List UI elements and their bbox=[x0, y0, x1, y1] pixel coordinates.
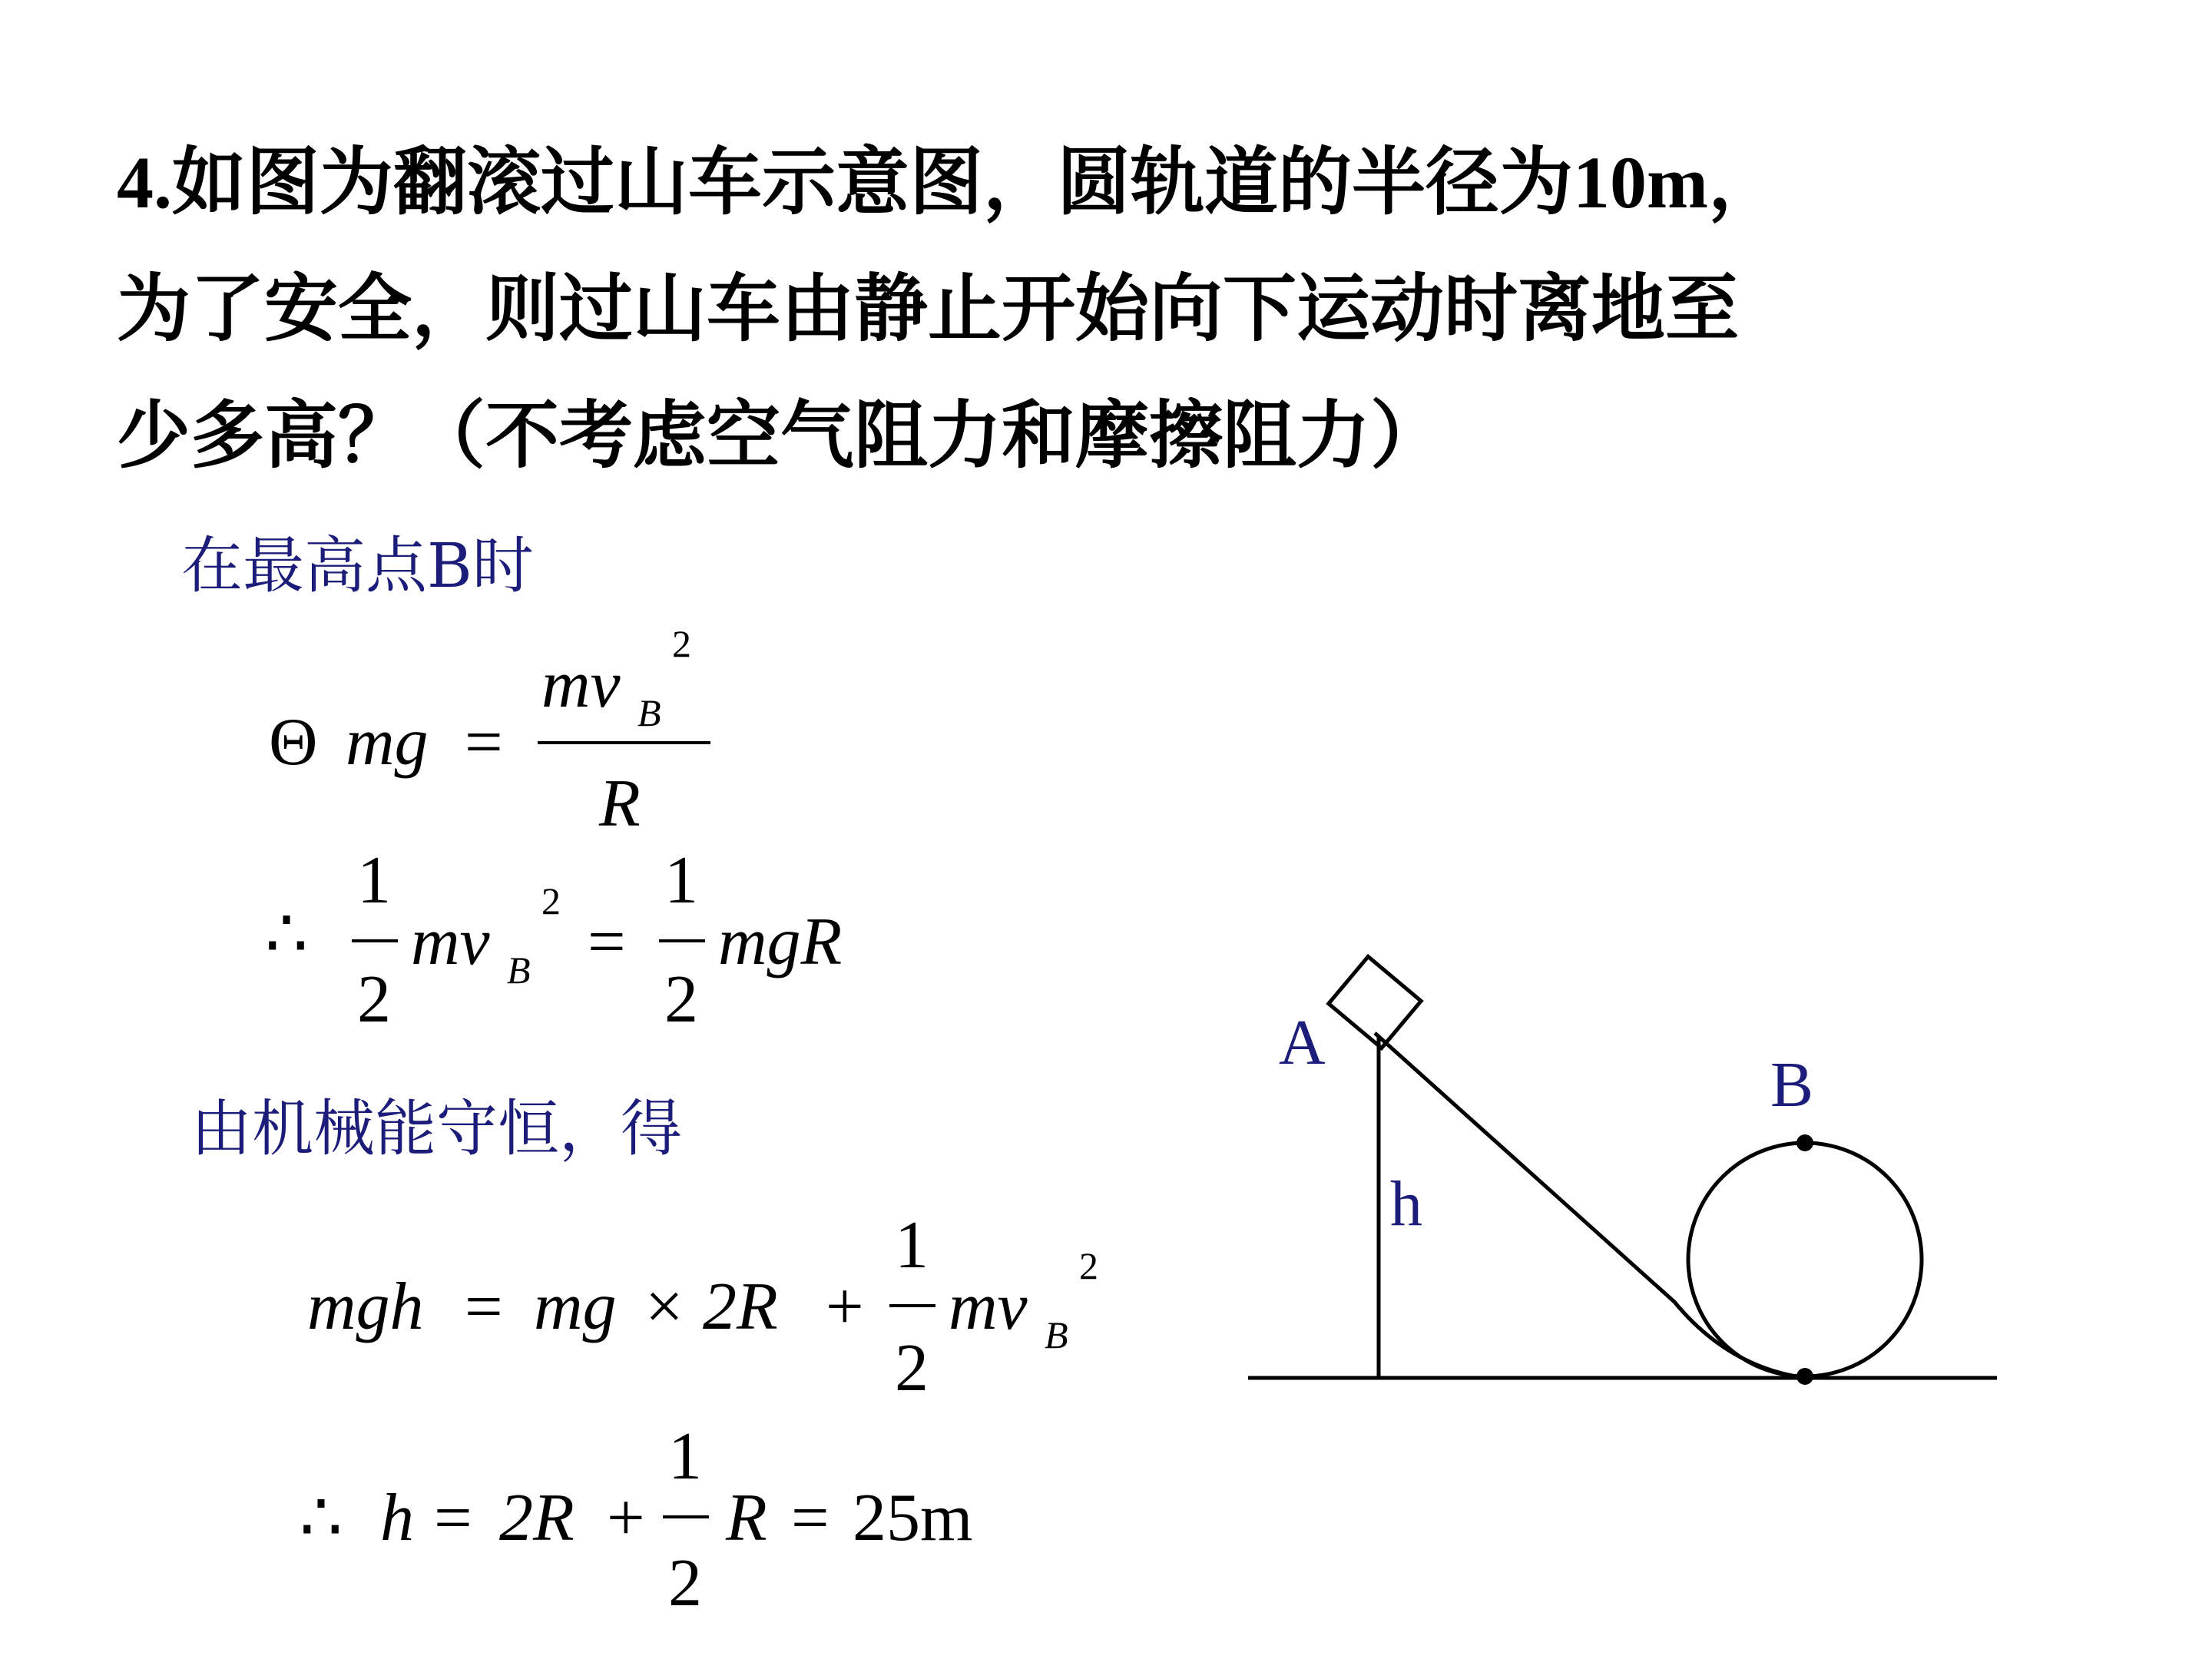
f2-one-a: 1 bbox=[357, 843, 391, 918]
because-symbol: Θ bbox=[269, 705, 318, 780]
problem-line-2: 为了安全，则过山车由静止开始向下运动时离地至 bbox=[117, 266, 1739, 352]
f3-times: × bbox=[645, 1270, 684, 1344]
f1-numerator: mv bbox=[541, 647, 621, 722]
label-a: A bbox=[1279, 1007, 1326, 1078]
problem-line-1 bbox=[117, 119, 2144, 246]
point-b-dot bbox=[1796, 1134, 1813, 1151]
f4-two: 2 bbox=[668, 1546, 702, 1621]
problem-line-1-text: 如图为翻滚过山车示意图，圆轨道的半径为 bbox=[172, 139, 1573, 225]
formula-kinetic bbox=[253, 845, 945, 1045]
note-at-top-b: 在最高点B时 bbox=[181, 530, 534, 601]
f4-result: 25m bbox=[853, 1481, 973, 1555]
label-h: h bbox=[1390, 1168, 1422, 1240]
formula-centripetal bbox=[253, 622, 745, 853]
f2-two-b: 2 bbox=[664, 962, 698, 1037]
f2-equals: = bbox=[588, 905, 626, 979]
f3-subscript: B bbox=[1045, 1313, 1068, 1356]
f4-therefore: ∴ bbox=[300, 1481, 343, 1555]
f3-mv: mv bbox=[949, 1270, 1028, 1344]
ramp-track bbox=[1375, 1033, 1805, 1378]
f3-superscript: 2 bbox=[1079, 1244, 1098, 1287]
f3-one: 1 bbox=[895, 1208, 929, 1283]
loop-track bbox=[1688, 1143, 1922, 1376]
f3-two: 2 bbox=[895, 1331, 929, 1406]
label-b: B bbox=[1770, 1049, 1814, 1121]
formula-energy bbox=[303, 1206, 1148, 1421]
f4-plus: + bbox=[607, 1481, 645, 1555]
problem-line-3: 少多高？（不考虑空气阻力和摩擦阻力） bbox=[117, 392, 1444, 478]
bottom-point-dot bbox=[1796, 1368, 1813, 1385]
f3-two-r: 2R bbox=[703, 1270, 778, 1344]
f1-num-superscript: 2 bbox=[672, 622, 691, 665]
f2-superscript: 2 bbox=[541, 879, 561, 922]
f2-one-b: 1 bbox=[664, 843, 698, 918]
f1-num-subscript: B bbox=[637, 691, 661, 734]
f1-lhs: mg bbox=[346, 705, 429, 780]
radius-value: 10m bbox=[1573, 141, 1708, 224]
problem-text bbox=[117, 119, 2144, 499]
f2-rhs: mgR bbox=[718, 905, 843, 979]
roller-coaster-diagram bbox=[1229, 883, 2035, 1436]
f4-one: 1 bbox=[668, 1419, 702, 1494]
f2-mv: mv bbox=[411, 905, 490, 979]
f3-mg: mg bbox=[534, 1270, 617, 1344]
f2-two-a: 2 bbox=[357, 962, 391, 1037]
f3-lhs: mgh bbox=[307, 1270, 424, 1344]
formula-result bbox=[296, 1413, 1064, 1636]
f1-denominator: R bbox=[599, 767, 641, 841]
f2-subscript: B bbox=[507, 949, 531, 992]
f3-plus: + bbox=[826, 1270, 864, 1344]
f4-two-r: 2R bbox=[499, 1481, 575, 1555]
problem-line-1-comma: ， bbox=[1707, 139, 1782, 225]
f1-equals: = bbox=[465, 705, 503, 780]
f2-therefore: ∴ bbox=[265, 897, 308, 972]
f3-equals: = bbox=[465, 1270, 503, 1344]
f4-r: R bbox=[726, 1481, 767, 1555]
f4-equals-2: = bbox=[791, 1481, 830, 1555]
f4-h: h bbox=[380, 1481, 414, 1555]
problem-number: 4. bbox=[117, 141, 172, 224]
f4-equals: = bbox=[434, 1481, 472, 1555]
note-energy-conservation: 由机械能守恒，得 bbox=[190, 1093, 682, 1164]
